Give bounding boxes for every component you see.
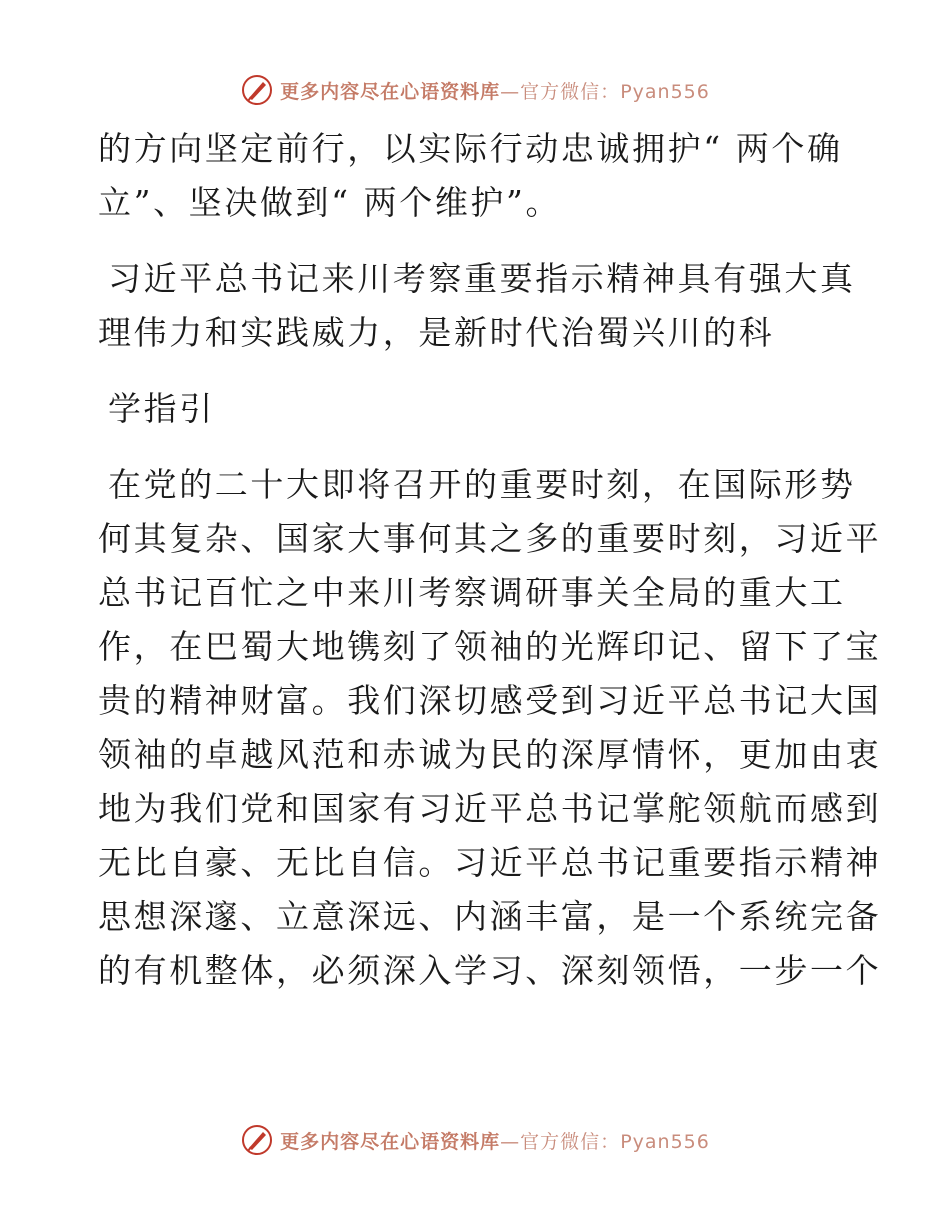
watermark-dash: —: [500, 1130, 521, 1153]
text-line: 作，在巴蜀大地镌刻了领袖的光辉印记、留下了宝: [98, 627, 882, 666]
watermark-brand: 更多内容尽在心语资料库: [280, 1130, 501, 1153]
section-heading-line: 习近平总书记来川考察重要指示精神具有强大真: [108, 259, 856, 298]
text-line: 何其复杂、国家大事何其之多的重要时刻，习近平: [98, 519, 882, 558]
watermark-dash: —: [500, 80, 521, 103]
text-line: 领袖的卓越风范和赤诚为民的深厚情怀，更加由衷: [98, 735, 882, 774]
quill-logo-icon: [240, 73, 274, 107]
text-line: 的有机整体，必须深入学习、深刻领悟，一步一个: [98, 951, 882, 990]
section-heading-line: 学指引: [108, 389, 215, 428]
text-line: 贵的精神财富。我们深切感受到习近平总书记大国: [98, 681, 882, 720]
section-heading-line: 理伟力和实践威力，是新时代治蜀兴川的科: [98, 313, 775, 352]
watermark-contact-label: 官方微信：: [520, 80, 621, 103]
text-line: 思想深邃、立意深远、内涵丰富，是一个系统完备: [98, 897, 882, 936]
footer-watermark: [0, 1120, 950, 1160]
text-line: 立”、坚决做到“ 两个维护”。: [98, 183, 562, 222]
text-line: 的方向坚定前行，以实际行动忠诚拥护“ 两个确: [98, 129, 843, 168]
watermark-contact-value: Pyan556: [620, 80, 710, 103]
quill-logo-icon: [240, 1123, 274, 1157]
text-line: 无比自豪、无比自信。习近平总书记重要指示精神: [98, 843, 882, 882]
document-body: [98, 122, 882, 998]
text-line: 总书记百忙之中来川考察调研事关全局的重大工: [98, 573, 846, 612]
text-line: 地为我们党和国家有习近平总书记掌舵领航而感到: [98, 789, 882, 828]
watermark-brand: 更多内容尽在心语资料库: [280, 80, 501, 103]
header-watermark: [0, 70, 950, 110]
watermark-text: [280, 1127, 710, 1154]
watermark-contact-value: Pyan556: [620, 1130, 710, 1153]
watermark-contact-label: 官方微信：: [520, 1130, 621, 1153]
watermark-text: [280, 77, 710, 104]
text-line: 在党的二十大即将召开的重要时刻，在国际形势: [108, 465, 856, 504]
